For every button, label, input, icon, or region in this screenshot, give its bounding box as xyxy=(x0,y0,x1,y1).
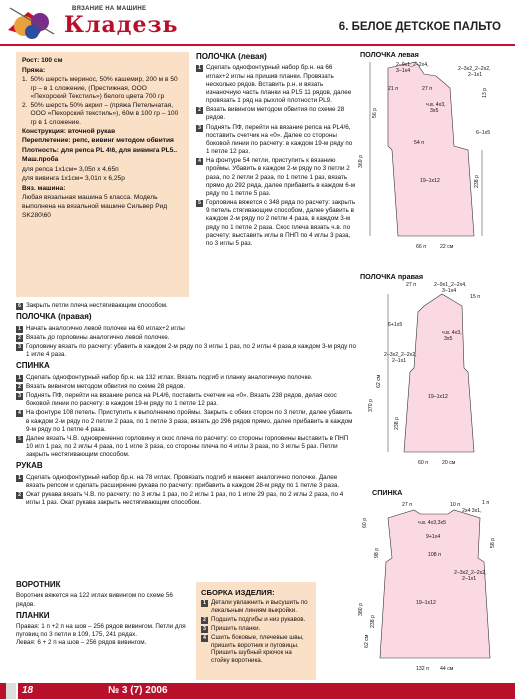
assembly_steps-step xyxy=(201,634,311,665)
step-number: 3 xyxy=(16,393,23,400)
step-text: Горловину вязать по расчету: убавить в каждом 2-м ряду по 3 иглы 1 раз, по 2 иглы 4 раза,в каждом 3-м ряду по 1 игле 4 раза. xyxy=(26,342,356,359)
step-number: 2 xyxy=(16,335,23,342)
sleeve-steps xyxy=(16,474,356,508)
step-text: Сделать однофонтурный набор бр.н. на 78 иглах. Провязать подгиб и манжет аналогично полочке. Далее вязать репсом и сделать расширение рукава по расчету: прибавить в каждом 28-м ряду по 1 петле 3 раза. xyxy=(26,473,340,489)
section-left-front: ПОЛОЧКА (левая) xyxy=(196,52,267,61)
spec-yarn-head: Пряжа: xyxy=(22,66,46,74)
left-column xyxy=(16,302,356,508)
back_steps-step xyxy=(16,374,356,382)
svg-text:10 п: 10 п xyxy=(450,502,461,508)
svg-text:6–1x5: 6–1x5 xyxy=(476,130,491,136)
diagram-back-title: СПИНКА xyxy=(372,488,403,497)
right_front_steps-step xyxy=(16,343,356,359)
left_front_steps-step xyxy=(196,199,356,248)
svg-text:380 р: 380 р xyxy=(358,603,364,616)
svg-text:19–1x12: 19–1x12 xyxy=(416,600,436,606)
step-text: Сделать однофонтурный набор бр.н. на 132 иглах. Вязать подгиб и планку аналогичную полочке. xyxy=(26,373,313,381)
svg-text:60 р: 60 р xyxy=(362,517,368,528)
svg-text:21 п: 21 п xyxy=(388,86,399,92)
step-text: Пришить планки. xyxy=(211,624,261,632)
page-footer xyxy=(0,683,515,699)
svg-text:3–1x4: 3–1x4 xyxy=(442,288,457,294)
right_front_steps-step xyxy=(16,334,356,342)
spec-machine: Любая вязальная машина 5 класса. Модель выполнена на вязальной машине Сильвер Рид SK280\60 xyxy=(22,194,168,219)
spec-construction: Конструкция: вточной рукав xyxy=(22,127,116,135)
planks-right: Правая: 1 п +2 п на шов – 256 рядов вивингом. Петли для пуговиц по 3 петли в 109, 175, 241 рядах. xyxy=(16,623,186,639)
left_front_steps-step xyxy=(196,124,356,157)
diagram-right-front xyxy=(358,280,508,472)
spec-yarn-1: 1. 50% шерсть меринос, 50% кашемир, 200 м в 50 гр – в 1 сложение, (Престижная, ООО «Пехорский Текстиль») белого цвета 700 гр xyxy=(22,76,178,101)
collar-text: Воротник вяжется на 122 иглах вивингом по схеме 56 рядов. xyxy=(16,592,173,608)
left-front-step-6: 6 Закрыть петли плеча нестягивающим способом. xyxy=(16,302,356,310)
step-number: 5 xyxy=(196,200,203,207)
step-number: 1 xyxy=(16,326,23,333)
step-text: Сделать однофонтурный набор бр.н. на 66 иглах+2 иглы на пришив планки. Провязать несколько рядов. Вставить р.н. и вязать изнаночную часть планки на PL5 11 рядов, далее провязать 1 ряд на рыхлой плотности PL9. xyxy=(206,64,352,105)
svg-text:2–3x2_2–2x2,: 2–3x2_2–2x2, xyxy=(454,570,487,576)
svg-text:2–3x2_2–2x2,: 2–3x2_2–2x2, xyxy=(458,66,491,72)
back-steps xyxy=(16,374,356,460)
svg-text:66 п: 66 п xyxy=(416,244,427,250)
svg-text:3x5: 3x5 xyxy=(444,336,453,342)
page-title: 6. БЕЛОЕ ДЕТСКОЕ ПАЛЬТО xyxy=(338,21,501,33)
step-text: Поднять ПФ, перейти на вязание репса на PL4/6, поставить счетчик на «0». Далее со стороны боковой линии по расчету: в каждом 19-м ряду по 1 петле 12 раз. xyxy=(206,123,353,156)
svg-text:238 р: 238 р xyxy=(394,417,400,430)
svg-text:62 см: 62 см xyxy=(364,634,370,648)
magazine-logo: Кладезь xyxy=(64,12,179,38)
svg-text:2–3x2_2–2x2,: 2–3x2_2–2x2, xyxy=(384,352,417,358)
spec-height: Рост: 100 см xyxy=(22,57,63,64)
step-text: Далее вязать Ч.В. одновременно горловину и скос плеча по расчету: со стороны горловины выставить в ПНП 10 игл 1 раз, по 2 иглы 4 раза, по 1 игле 3 раза, со стороны плеча по 4 иглы 3 раза, по 3 иглы 5 раз. Петли закрыть нестягивающим способом. xyxy=(26,434,349,459)
right_front_steps-step xyxy=(16,325,356,333)
step-text: Окат рукава вязать Ч.В. по расчету: по 3 иглы 1 раз, по 2 иглы 1 раз, по 1 игле 29 раз, по 2 иглы 2 раза, по 4 иглы 1 раз. Окат рукава закрыть нестягивающим способом. xyxy=(26,491,344,507)
assembly_steps-step xyxy=(201,616,311,624)
svg-text:238 р: 238 р xyxy=(474,175,480,188)
step-number: 1 xyxy=(16,475,23,482)
planks-left: Левая: 6 + 2 п на шов – 256 рядов вивингом. xyxy=(16,639,147,647)
step-number: 2 xyxy=(16,384,23,391)
svg-text:54 п: 54 п xyxy=(414,140,425,146)
issue-number: № 3 (7) 2006 xyxy=(108,685,168,696)
step-text: На фонтуре 108 петель. Приступить к выполнению проймы. Закрыть с обеих сторон по 3 петли, далее убавить в каждом 2-м ряду по 2 петли 2 раза, по 1 петле 3 раза, вязать до 296 рядов прямо, далее прибавить в каждом 9-м ряду по 1 петле 4 раза. xyxy=(26,409,353,433)
svg-text:22 см: 22 см xyxy=(440,244,454,250)
svg-text:60 п: 60 п xyxy=(418,460,429,466)
svg-text:44 см: 44 см xyxy=(440,666,454,672)
svg-text:2–9x1_2–2x4,: 2–9x1_2–2x4, xyxy=(396,62,429,68)
assembly_steps-step xyxy=(201,599,311,615)
svg-text:19–1x12: 19–1x12 xyxy=(420,178,440,184)
svg-text:2–1x1: 2–1x1 xyxy=(468,72,483,78)
step-number: 3 xyxy=(201,626,208,633)
svg-text:19–1x12: 19–1x12 xyxy=(428,394,448,400)
diagram-left-title: ПОЛОЧКА левая xyxy=(360,50,419,59)
spec-mash-2: для вивинга 1х1см= 3,01п х 6,25р xyxy=(22,175,125,183)
page-number: 18 xyxy=(22,685,34,696)
yarn-logo-icon xyxy=(6,4,60,40)
step-text: Подшить подгибы и низ рукавов. xyxy=(211,615,306,623)
step-text: На фонтуре 54 петли, приступить к вязанию проймы. Убавить в каждом 2-м ряду по 3 петли 2 раза, по 2 петли 2 раза, по 1 петле 1 раз, вязать прямо до 292 ряда, далее прибавить в каждом 6-м ряду по 1 петле 5 раз. xyxy=(206,157,356,197)
svg-text:3–1x4: 3–1x4 xyxy=(396,68,411,74)
spec-weave: Переплетение: репс, вивинг методом обвития xyxy=(22,137,174,145)
left_front_steps-step xyxy=(196,157,356,198)
step-number: 3 xyxy=(16,344,23,351)
step-number: 4 xyxy=(196,158,203,165)
svg-text:27 п: 27 п xyxy=(422,86,433,92)
step-text: Вязать вивингом методом обвития по схеме 28 рядов. xyxy=(26,382,186,390)
svg-text:1 п: 1 п xyxy=(482,500,490,506)
svg-text:2–1x1: 2–1x1 xyxy=(392,358,407,364)
svg-text:238 р: 238 р xyxy=(370,615,376,628)
right-front-steps xyxy=(16,325,356,360)
step-text: Сшить боковые, плечевые швы, пришить воротник и пуговицы. Пришить шубный крючок на стойку воротника. xyxy=(211,633,304,665)
section-collar: ВОРОТНИК xyxy=(16,580,61,589)
step-text: Детали увлажнить и высушить по лекальным линиям выкройки. xyxy=(211,599,308,615)
svg-text:98 р: 98 р xyxy=(374,547,380,558)
back_steps-step xyxy=(16,383,356,391)
step-text: Вязать до горловины аналогично левой полочке. xyxy=(26,333,170,341)
page-header xyxy=(0,0,515,46)
step-number: 4 xyxy=(201,635,208,642)
footer-tab xyxy=(6,683,18,699)
svg-text:6+1x5: 6+1x5 xyxy=(388,322,403,328)
svg-text:62 см: 62 см xyxy=(376,374,382,388)
diagram-left-front xyxy=(358,58,508,258)
spec-machine-head: Вяз. машина: xyxy=(22,184,66,192)
step-number: 2 xyxy=(201,617,208,624)
left_front_steps-step xyxy=(196,106,356,122)
spec-density: Плотность: для репса PL 4\6, для вивинга PL5.. xyxy=(22,146,178,154)
step-number: 4 xyxy=(16,410,23,417)
svg-text:369 р: 369 р xyxy=(358,155,364,168)
back-shape xyxy=(380,510,490,658)
section-sleeve: РУКАВ xyxy=(16,461,43,471)
svg-text:108 п: 108 п xyxy=(428,552,441,558)
step-text: Начать аналогично левой полочке на 60 иглах+2 иглы xyxy=(26,324,185,332)
section-right-front: ПОЛОЧКА (правая) xyxy=(16,312,92,322)
diagram-back xyxy=(358,498,508,678)
section-back: СПИНКА xyxy=(16,361,50,371)
diagram-right-title: ПОЛОЧКА правая xyxy=(360,272,424,281)
svg-text:ч.в. 4x3,: ч.в. 4x3, xyxy=(442,330,462,336)
step-number: 3 xyxy=(196,125,203,132)
back_steps-step xyxy=(16,409,356,434)
svg-text:56 р: 56 р xyxy=(372,107,378,118)
section-assembly: СБОРКА ИЗДЕЛИЯ: xyxy=(201,588,275,597)
back_steps-step xyxy=(16,435,356,460)
spec-mash-head: Маш.проба xyxy=(22,156,59,164)
step-number: 1 xyxy=(16,375,23,382)
svg-text:9+1x4: 9+1x4 xyxy=(426,534,441,540)
svg-text:15 п: 15 п xyxy=(470,294,481,300)
back_steps-step xyxy=(16,392,356,408)
svg-text:13 р: 13 р xyxy=(482,87,488,98)
svg-text:2x4 3x1,: 2x4 3x1, xyxy=(462,508,482,514)
sleeve_steps-step xyxy=(16,474,356,490)
assembly_steps-step xyxy=(201,625,311,633)
svg-text:ч.в. 4x3,: ч.в. 4x3, xyxy=(426,102,446,108)
assembly-box xyxy=(196,582,316,680)
step-number: 1 xyxy=(196,65,203,72)
svg-text:27 п: 27 п xyxy=(402,502,413,508)
svg-text:132 п: 132 п xyxy=(416,666,429,672)
left-front-steps xyxy=(196,64,356,248)
right-front-shape xyxy=(404,294,474,452)
middle-column xyxy=(196,50,356,249)
spec-mash-1: для репса 1х1см= 3,05п х 4,65п xyxy=(22,165,119,173)
spec-yarn-2: 2. 50% шерсть 50% акрил – (пряжа Петельчатая, ООО «Пехорский текстиль»), 60м в 100 гр – 100 гр в 1 сложение. xyxy=(22,101,179,126)
assembly-steps xyxy=(201,599,311,665)
svg-text:ч.в. 4x3,3x5: ч.в. 4x3,3x5 xyxy=(418,520,446,526)
section-planks: ПЛАНКИ xyxy=(16,610,50,620)
svg-text:370 р: 370 р xyxy=(368,399,374,412)
svg-text:20 см: 20 см xyxy=(442,460,456,466)
logo-subtitle: ВЯЗАНИЕ НА МАШИНЕ xyxy=(72,6,147,12)
step-number: 2 xyxy=(16,492,23,499)
svg-text:27 п: 27 п xyxy=(406,282,417,288)
left_front_steps-step xyxy=(196,64,356,105)
step-text: Вязать вивингом методом обвития по схеме 28 рядов. xyxy=(206,106,345,122)
svg-text:3x5: 3x5 xyxy=(430,108,439,114)
specs-box xyxy=(16,52,189,297)
sleeve_steps-step xyxy=(16,491,356,507)
step-number: 2 xyxy=(196,107,203,114)
collar-planks-column xyxy=(16,578,188,648)
step-text: Горловина вяжется с 348 ряда по расчету: закрыть 9 петель стягивающим способом, далее убавить в каждом 2-м ряду по 2 петли 4 раза, в каждом 3-м ряду по 1 петле 2 раза. Скос плеча вязать ч.в. по расчету: выставить иглы в ПНП по 4 иглы 3 раза, по 3 иглы 5 раз. xyxy=(206,199,356,247)
svg-text:58 р: 58 р xyxy=(490,537,496,548)
svg-text:2–1x1: 2–1x1 xyxy=(462,576,477,582)
step-number: 5 xyxy=(16,436,23,443)
step-text: Поднять ПФ, перейти на вязание репса на PL4/6, поставить счетчик на «0». Вязать 238 рядов, делая скос боковой линии по расчету: в каждом 19-м ряду по 1 петле 12 раз. xyxy=(26,391,337,408)
svg-text:2–9x1_2–2x4,: 2–9x1_2–2x4, xyxy=(434,282,467,288)
step-number: 1 xyxy=(201,600,208,607)
